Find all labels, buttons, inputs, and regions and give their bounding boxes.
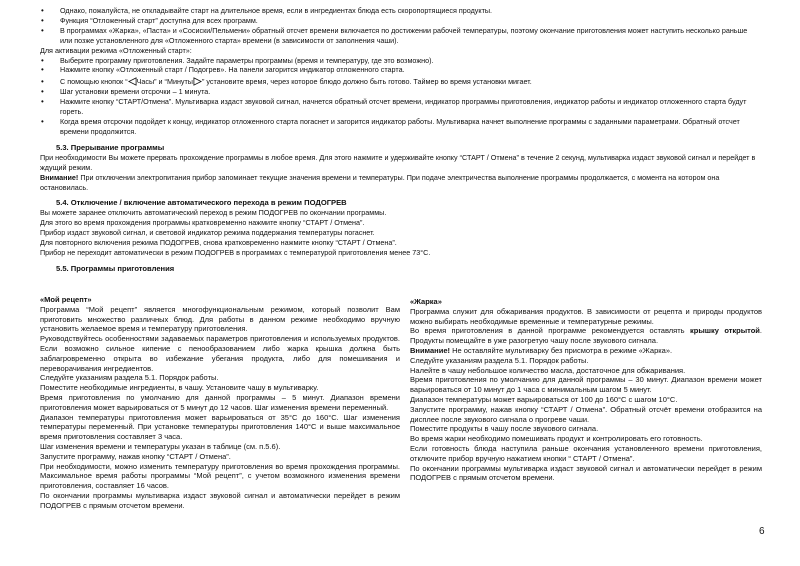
paragraph: Диапазон температуры может варьироваться от 100 до 160°С с шагом 10°С. xyxy=(410,394,678,404)
paragraph: По окончании программы мультиварка издаст звуковой сигнал и автоматически перейдет в режим ПОДОГРЕВ с прямым отсчетом времени. xyxy=(40,490,400,510)
paragraph: Шаг изменения времени и температуры указан в таблице (см. п.5.6). xyxy=(40,441,281,451)
attention-text: При отключении электропитания прибор запоминает текущие значения времени и температуры. При подаче электричества выполнение программы продолжается, с момента на котором она остановилась. xyxy=(40,172,720,192)
page-number: 6 xyxy=(759,526,765,537)
paragraph: Поместите необходимые ингредиенты, в чашу. Установите чашу в мультиварку. xyxy=(40,383,319,393)
list-item: • Шаг установки времени отсрочки – 1 минута. xyxy=(40,87,760,97)
hours-pre-text: С помощью кнопок “ xyxy=(60,77,128,87)
triangle-left-icon xyxy=(128,77,137,86)
section-5-4-line: Вы можете заранее отключить автоматический переход в режим ПОДОГРЕВ по окончании программы. xyxy=(40,208,387,218)
list-item: • Функция “Отложенный старт” доступна для всех программ. xyxy=(40,16,760,26)
section-title-5-3: 5.3. Прерывание программы xyxy=(56,142,165,152)
list-item-hours-minutes xyxy=(40,77,760,87)
section-title-5-4: 5.4. Отключение / включение автоматического перехода в режим ПОДОГРЕВ xyxy=(56,198,347,208)
activation-intro: Для активации режима «Отложенный старт»: xyxy=(40,45,192,55)
list-item: • Когда время отсрочки подойдет к концу, индикатор отложенного старта погаснет и загорится индикатор работы. Мультиварка начнет выполнение программы с заданными параметрами. Обратный отсчет времени продолжится. xyxy=(40,117,760,137)
program-title: «Жарка» xyxy=(410,297,442,306)
attention-label: Внимание! xyxy=(40,172,79,182)
paragraph: Если готовность блюда наступила раньше окончания установленного времени приготовления, отключите прибор вручную нажатием кнопки “ СТАРТ / Отмена”. xyxy=(410,443,762,463)
list-item: • Выберите программу приготовления. Задайте параметры программы (время и температуру, где это возможно). xyxy=(40,56,760,66)
section-title-5-5: 5.5. Программы приготовления xyxy=(56,263,175,273)
paragraph: Диапазон температуры приготовления может варьироваться от 35°С до 160°С. Шаг изменения температуры переменный. При установке температуры приготовления 140°С и выше максимальное время приготовления составляет 3 часа. xyxy=(40,412,400,442)
list-item: • В программах «Жарка», «Паста» и «Сосиски/Пельмени» обратный отсчет времени включается по достижении рабочей температуры, поэтому окончание приготовления может наступить несколько раньше или позже установленного для «Отложенного старта» времени (в зависимости от заполнения чаши). xyxy=(40,26,760,46)
p2-post: . Продукты помещайте в уже разогретую чашу после звукового сигнала. xyxy=(410,326,763,346)
list-item: • Нажмите кнопку “СТАРТ/Отмена”. Мультиварка издаст звуковой сигнал, начнется обратный отсчет времени, индикатор программы приготовления, индикатор работы и индикатор отложенного старта будут гореть. xyxy=(40,97,760,117)
paragraph xyxy=(410,346,762,356)
paragraph: Время приготовления по умолчанию для данной программы – 30 минут. Диапазон времени может варьироваться от 10 минут до 1 часа с минимальным шагом 5 минут. xyxy=(410,375,762,395)
document-page xyxy=(40,6,760,274)
paragraph: Руководствуйтесь особенностями задаваемых параметров приготовления и используемых продуктов. Если возможно сильное кипение с пенообразованием либо жарка крышка должна быть заблагровременно открыта во избежание убегания продукта, либо для помешивания и переворачивания ингредиентов. xyxy=(40,334,400,373)
paragraph: При необходимости, можно изменить температуру приготовления во время прохождения программы. Максимальное время работы программы “Мой рецепт”, с учетом возможного изменения времени приготовления, составляет 16 часов. xyxy=(40,461,400,491)
list-item: • Нажмите кнопку «Отложенный старт / Подогрев». На панели загорится индикатор отложенного старта. xyxy=(40,65,760,75)
paragraph: По окончании программы мультиварка издаст звуковой сигнал и автоматически перейдет в режим ПОДОГРЕВ с прямым отсчетом времени. xyxy=(410,463,762,483)
program-zharka xyxy=(410,295,762,483)
paragraph: Время приготовления по умолчанию для данной программы – 5 минут. Диапазон времени приготовления может варьироваться от 5 минут до 12 часов. Шаг изменения времени переменный. xyxy=(40,392,400,412)
section-5-4-line: Для этого во время прохождения программы кратковременно нажмите кнопку “СТАРТ / Отмена”. xyxy=(40,218,365,228)
section-5-4-line: Прибор не переходит автоматически в режим ПОДОГРЕВ в программах с температурой приготовления менее 73°С. xyxy=(40,248,431,258)
paragraph: Запустите программу, нажав кнопку “СТАРТ / Отмена”. Обратный отсчёт времени отобразится на дисплее после звукового сигнала о прогреве чаши. xyxy=(410,404,762,424)
paragraph xyxy=(410,326,762,346)
list-item: • Однако, пожалуйста, не откладывайте старт на длительное время, если в ингредиентах блюда есть скоропортящиеся продукты. xyxy=(40,6,760,16)
p2-bold: крышку открытой xyxy=(690,326,760,336)
hours-label: Часы” и “Минуты xyxy=(136,77,193,87)
paragraph: Следуйте указаниям раздела 5.1. Порядок работы. xyxy=(410,355,589,365)
paragraph: Следуйте указаниям раздела 5.1. Порядок работы. xyxy=(40,373,219,383)
hours-post-text: ” установите время, через которое блюдо должно быть готово. Таймер во время установки мигает. xyxy=(201,77,532,87)
paragraph: Во время жарки необходимо помешивать продукт и контролировать его готовность. xyxy=(410,434,703,444)
section-5-4-line: Прибор издаст звуковой сигнал, и световой индикатор режима поддержания температуры погаснет. xyxy=(40,228,375,238)
paragraph: Налейте в чашу небольшое количество масла, достаточное для обжаривания. xyxy=(410,365,686,375)
section-5-4-line: Для повторного включения режима ПОДОГРЕВ, снова кратковременно нажмите кнопку “СТАРТ / Отмена”. xyxy=(40,238,397,248)
attention-text: Не оставляйте мультиварку без присмотра в режиме «Жарка». xyxy=(450,345,673,355)
section-5-3-attention xyxy=(40,173,760,193)
attention-label: Внимание! xyxy=(410,345,450,355)
paragraph: Поместите продукты в чашу после звукового сигнала. xyxy=(410,424,599,434)
program-moy-recept xyxy=(40,295,400,511)
paragraph: Запустите программу, нажав кнопку “СТАРТ / Отмена”. xyxy=(40,451,231,461)
section-5-3-text: При необходимости Вы можете прервать прохождение программы в любое время. Для этого нажмите и удерживайте кнопку “СТАРТ / Отмена” в течение 2 секунд, мультиварка издаст звуковой сигнал и перейдет в ждущий режим. xyxy=(40,152,756,172)
program-title: «Мой рецепт» xyxy=(40,295,92,304)
p2-pre: Во время приготовления в данной программе рекомендуется оставлять xyxy=(410,326,690,336)
triangle-right-icon xyxy=(193,77,202,86)
paragraph: Программа “Мой рецепт” является многофункциональным режимом, который позволит Вам приготовить множество различных блюд. Для работы в данном режиме необходимо вручную установить желаемое время и температуру приготовления. xyxy=(40,304,400,334)
paragraph: Программа служит для обжаривания продуктов. В зависимости от рецепта и природы продуктов можно выбирать необходимые временные и температурные режимы. xyxy=(410,306,762,326)
